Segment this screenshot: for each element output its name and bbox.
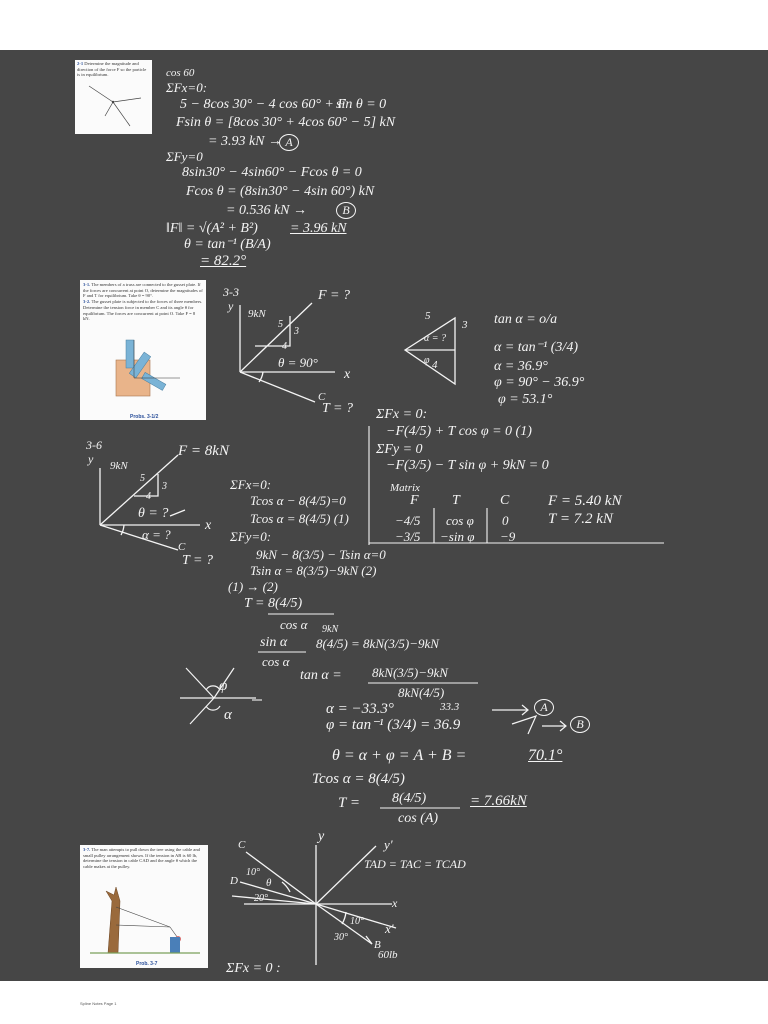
answer-angle: = 82.2° <box>200 253 247 269</box>
equation-line: = 0.536 kN → <box>226 203 307 218</box>
angle-alpha: α <box>224 707 232 723</box>
axis-label: x <box>205 518 212 533</box>
angle-label: 20° <box>254 893 268 904</box>
axis-label: y <box>228 299 234 313</box>
triangle-side: 3 <box>462 319 468 331</box>
force-label: T = ? <box>182 553 213 568</box>
thumb-text: The man attempts to pull down the tree using the cable and small pulley arrangement shown. If the tension in AB is 60 lb, determine the tension in cable CAD and the angle θ which the cable makes at the pulley. <box>83 847 200 870</box>
thumb-number: 2-1 <box>77 61 84 66</box>
thumb-number-2: 3-2. <box>83 299 91 305</box>
answer-force: F = 5.40 kN <box>548 493 622 509</box>
angle-label: α = ? <box>142 527 171 542</box>
axis-label: x <box>344 367 351 382</box>
equation-line: θ = α + φ = A + B = <box>332 747 467 764</box>
equation-line: 8sin30° − 4sin60° − Fcos θ = 0 <box>182 165 362 180</box>
thumb-text: The members of a truss are connected to the gusset plate. If the forces are concurrent at point O, determine the magnitudes of F and T for equilibrium. Take θ = 90°. <box>83 282 203 299</box>
angle-label: 10° <box>350 916 364 927</box>
equation-line: −F(3/5) − T sin φ + 9kN = 0 <box>386 458 549 473</box>
equation-sum-fx: ΣFx = 0 : <box>226 961 281 976</box>
angle-label: 30° <box>334 932 348 943</box>
equation-line: Tcos α = 8(4/5) <box>312 771 405 787</box>
equation-line: 9kN − 8(3/5) − Tsin α=0 <box>256 547 386 562</box>
trig-line: tan α = o/a <box>494 312 558 327</box>
angle-label: θ = 90° <box>278 355 318 370</box>
matrix-cell: −9 <box>500 529 516 544</box>
member-label: C <box>178 541 186 553</box>
equation-line: T = <box>338 795 360 811</box>
axis-label: y <box>318 829 325 844</box>
equation-line: sin α <box>260 635 288 650</box>
side-label: 3 <box>294 326 299 337</box>
equation-note: 33.3 <box>440 701 460 713</box>
side-label: 5 <box>140 473 145 484</box>
point-label: B <box>374 939 381 951</box>
fraction-numerator: 8(4/5) <box>392 791 427 806</box>
triangle-angle: α = ? <box>424 333 446 344</box>
matrix-cell: −3/5 <box>395 529 421 544</box>
trig-line: φ = 53.1° <box>498 392 553 407</box>
equation-line: Tcos α = 8(4/5) (1) <box>250 511 349 526</box>
axis-label: x <box>392 896 398 910</box>
equation-line: ‖F‖ = √(A² + B²) <box>166 221 258 236</box>
point-label: D <box>230 875 238 887</box>
angle-label: θ = ? <box>138 506 169 521</box>
equation-line: Tcos α − 8(4/5)=0 <box>250 493 346 508</box>
matrix-header: T <box>452 493 460 508</box>
point-label: C <box>238 839 246 851</box>
thumb-caption: Prob. 3-7 <box>136 961 158 967</box>
equation-line: T = 8(4/5) <box>244 596 303 611</box>
equation-line: 9kN <box>322 624 339 635</box>
fraction-denominator: cos (A) <box>398 811 439 826</box>
equation-line: tan α = <box>300 668 342 683</box>
equation-sum-fx: ΣFx=0: <box>230 477 272 492</box>
force-label: F = ? <box>318 288 350 303</box>
matrix-header: F <box>410 493 419 508</box>
thumb-caption: Probs. 3-1/2 <box>130 414 159 420</box>
angle-label: θ <box>266 877 272 889</box>
matrix-cell: −4/5 <box>395 513 421 528</box>
trig-line: α = tan⁻¹ (3/4) <box>494 340 578 355</box>
problem-number: 3-3 <box>223 285 239 299</box>
equation-sum-fx: ΣFx=0: <box>166 80 208 95</box>
side-label: 4 <box>146 491 151 502</box>
axis-label: y <box>88 452 94 466</box>
page-footer: Spline Notes Page 1 <box>80 1001 117 1006</box>
matrix-cell: 0 <box>502 513 509 528</box>
equation-line: φ = tan⁻¹ (3/4) = 36.9 <box>326 717 461 733</box>
equation-line: sin θ = 0 <box>336 97 387 112</box>
equation-line: Fsin θ = [8cos 30° + 4cos 60° − 5] kN <box>176 115 396 130</box>
triangle-angle: φ <box>424 355 430 366</box>
angle-phi: φ <box>219 678 228 694</box>
equation-line: 8(4/5) = 8kN(3/5)−9kN <box>316 636 439 651</box>
side-label: 5 <box>278 319 283 330</box>
answer-circle-b: B <box>336 202 356 219</box>
thumb-number: 3-7. <box>83 847 91 852</box>
answer-tension: = 7.66kN <box>470 793 527 809</box>
answer-magnitude: = 3.96 kN <box>290 221 347 236</box>
matrix-cell: −sin φ <box>440 529 475 544</box>
answer-circle-b: B <box>570 716 590 733</box>
trig-line: φ = 90° − 36.9° <box>494 375 585 390</box>
axis-label: y' <box>384 837 393 852</box>
problem-number: 3-6 <box>86 438 102 452</box>
force-label: T = ? <box>322 401 353 416</box>
equation-line: Fcos θ = (8sin30° − 4sin 60°) kN <box>186 184 375 199</box>
answer-theta: 70.1° <box>528 747 563 764</box>
tension-relation: TAD = TAC = TCAD <box>364 857 466 871</box>
side-label: 3 <box>162 481 167 492</box>
equation-sum-fy: ΣFy=0: <box>230 529 272 544</box>
thumb-text: Determine the magnitude and direction of the force F so the particle is in equilibrium. <box>77 61 147 78</box>
equation-line: Tsin α = 8(3/5)−9kN (2) <box>250 563 377 578</box>
thumb-text-2: The gusset plate is subjected to the forces of three members. Determine the tension force in member C and its angle θ for equilibrium. The forces are concurrent at point O. Take F = 8 kN. <box>83 299 203 322</box>
equation-line: (1) → (2) <box>228 579 278 594</box>
force-label: 60lb <box>378 949 398 961</box>
equation-line: −F(4/5) + T cos φ = 0 (1) <box>386 424 532 439</box>
answer-circle-a: A <box>279 134 299 151</box>
member-label: C <box>318 391 326 403</box>
equation-line: = 3.93 kN → <box>208 134 282 149</box>
equation-line: cos α <box>280 617 308 632</box>
note-line: cos 60 <box>166 67 195 79</box>
fraction-denominator: 8kN(4/5) <box>398 685 445 700</box>
equation-sum-fx: ΣFx = 0: <box>376 407 428 422</box>
equation-line: 5 − 8cos 30° − 4 cos 60° + F <box>180 97 346 112</box>
equation-line: cos α <box>262 654 290 669</box>
force-label: 9kN <box>248 308 266 320</box>
matrix-header: C <box>500 493 510 508</box>
fraction-numerator: 8kN(3/5)−9kN <box>372 665 448 680</box>
answer-circle-a: A <box>534 699 554 716</box>
trig-line: α = 36.9° <box>494 359 548 374</box>
equation-sum-fy: ΣFy=0 <box>166 149 203 164</box>
equation-line: θ = tan⁻¹ (B/A) <box>184 237 271 252</box>
thumb-number: 3-1. <box>83 282 91 287</box>
matrix-cell: cos φ <box>446 513 474 528</box>
force-label: F = 8kN <box>178 443 229 459</box>
angle-label: 10° <box>246 867 260 878</box>
triangle-side: 4 <box>432 359 438 371</box>
matrix-label: Matrix <box>390 482 420 494</box>
axis-label: x' <box>385 921 394 936</box>
equation-line: α = −33.3° <box>326 701 394 717</box>
answer-tension: T = 7.2 kN <box>548 511 613 527</box>
side-label: 4 <box>282 341 287 352</box>
triangle-side: 5 <box>425 310 431 322</box>
force-label: 9kN <box>110 460 128 472</box>
equation-sum-fy: ΣFy = 0 <box>376 442 423 457</box>
